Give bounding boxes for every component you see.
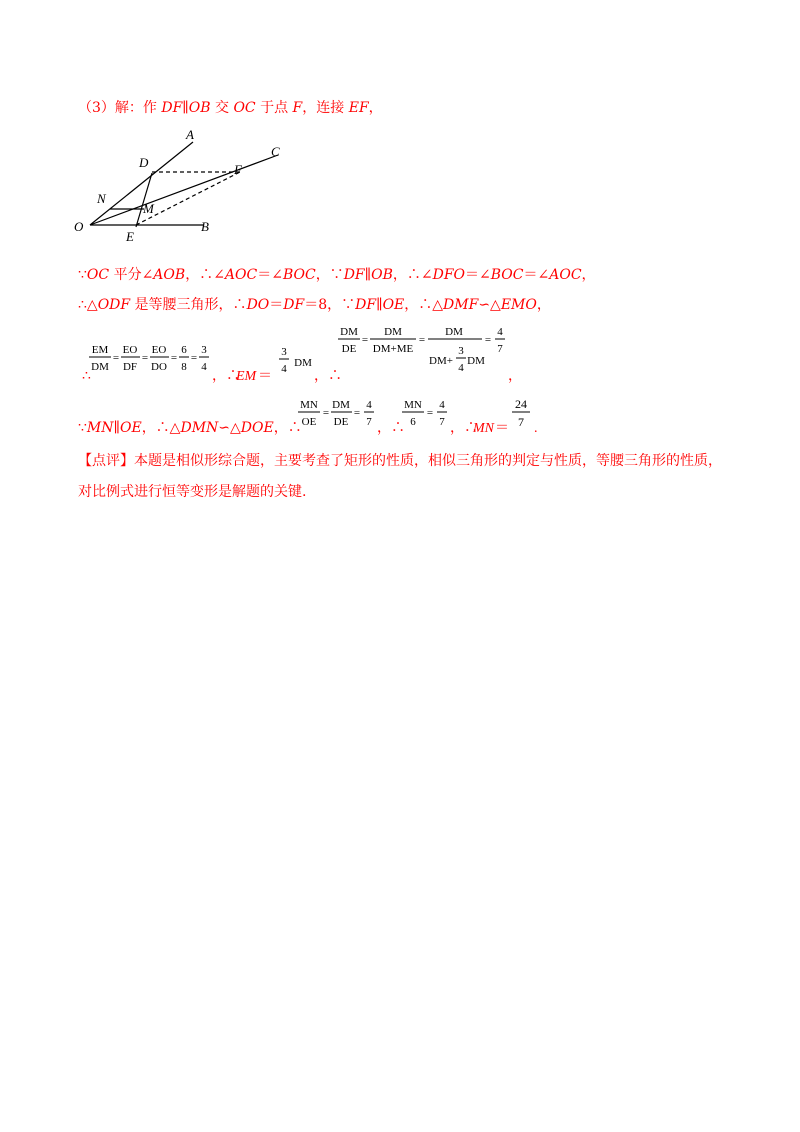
svg-text:=: =: [141, 352, 149, 364]
intro-t3: ，连接: [302, 100, 349, 116]
l3-g3-frac-den: 4: [458, 362, 464, 374]
l2-s3: 是等腰三角形，∴: [130, 297, 247, 313]
label-f: F: [234, 162, 242, 177]
comment-line-1: [78, 451, 722, 471]
l4-s8: ，∴: [273, 420, 302, 436]
l2-s9: ∥: [376, 297, 383, 313]
label-b: B: [201, 219, 209, 234]
l3-f1-num: EM: [91, 344, 109, 356]
l2-s14: EMO: [500, 297, 537, 313]
label-n: N: [97, 191, 106, 206]
l1-s10: ∥: [364, 267, 372, 283]
label-o: O: [74, 219, 84, 234]
l1-because: ∵: [78, 267, 87, 283]
l4-s2: ∥: [113, 420, 120, 436]
l1-s1: OC: [86, 267, 110, 283]
l4-h6-den: 7: [518, 415, 524, 429]
l1-s13: ∠DFO: [420, 267, 466, 283]
l4-h1-num: MN: [300, 399, 318, 411]
l4-s12: ＝: [495, 421, 509, 436]
l4-s6: ∽△: [218, 420, 241, 436]
l3-g2-den: DM+ME: [372, 343, 414, 355]
comment-line-2: [78, 482, 306, 502]
l1-s15: ∠BOC: [479, 267, 524, 283]
svg-text:=: =: [112, 352, 120, 364]
geometry-figure: [70, 125, 300, 245]
l2-s1: ∴△: [78, 297, 98, 313]
l3-g4-num: 4: [497, 326, 503, 338]
l4-s11: MN: [473, 421, 494, 436]
l3-eq: ＝: [258, 369, 272, 384]
l3-comma3: ，: [508, 369, 522, 384]
l4-h3-den: 7: [366, 416, 372, 428]
svg-text:=: =: [361, 334, 369, 346]
l3-comma1: ，∴: [212, 369, 240, 384]
svg-text:=: =: [190, 352, 198, 364]
l1-s17: ∠AOC: [537, 267, 582, 283]
l2-s2: ODF: [97, 297, 131, 313]
l3-g3-den-post: DM: [467, 355, 485, 367]
l2-s12: DMF: [443, 297, 479, 313]
proof-line-3: [70, 320, 530, 390]
intro-ef: EF: [348, 100, 369, 116]
intro-t4: ，: [368, 100, 383, 116]
intro-number: （3）解：作: [78, 100, 162, 116]
svg-text:=: =: [426, 407, 434, 419]
l1-s8: ，∵: [315, 267, 344, 283]
l4-s5: DMN: [180, 420, 219, 436]
svg-text:=: =: [418, 334, 426, 346]
l3-f3-num: EO: [151, 344, 167, 356]
l1-s6: ＝: [257, 267, 272, 283]
l3-comma2: ，∴: [314, 369, 342, 384]
l3-f2-den: DF: [122, 361, 138, 373]
ray-oc: [90, 155, 278, 225]
l4-s9: ，∴: [377, 421, 405, 436]
l3-g3-frac-num: 3: [458, 345, 464, 357]
l1-s9: DF: [343, 267, 365, 283]
l1-s3: ∠AOB: [141, 267, 186, 283]
proof-line-1: [78, 265, 596, 285]
comment-tag: 【点评】: [78, 453, 134, 469]
svg-text:=: =: [322, 407, 330, 419]
intro-df-ob: DF∥OB: [161, 100, 211, 116]
l2-s8: DF: [355, 297, 377, 313]
l2-s5: ＝: [269, 297, 284, 313]
l4-h6-num: 24: [515, 397, 527, 411]
l4-h3-num: 4: [366, 399, 372, 411]
l1-s16: ＝: [523, 267, 538, 283]
l3-f5-den: 4: [201, 361, 207, 373]
l3-f3-den: DO: [151, 361, 167, 373]
segment-ef: [136, 172, 240, 225]
label-c: C: [271, 144, 280, 159]
l4-h5-den: 7: [439, 416, 445, 428]
l1-s4: ，∴: [185, 267, 214, 283]
intro-t2: 于点: [255, 100, 293, 116]
l3-f2-num: EO: [122, 344, 138, 356]
svg-text:=: =: [170, 352, 178, 364]
l2-s6: DF: [283, 297, 305, 313]
l4-h4-den: 6: [410, 416, 416, 428]
intro-oc: OC: [233, 100, 256, 116]
proof-line-4-fractions: [295, 392, 555, 438]
l3-em: EM: [236, 369, 257, 384]
l2-s13: ∽△: [478, 297, 501, 313]
l4-s10: ，∴: [450, 421, 478, 436]
l4-h1-den: OE: [301, 416, 317, 428]
l2-s4: DO: [246, 297, 270, 313]
l3-f6-den: 4: [281, 363, 287, 375]
label-d: D: [139, 155, 149, 170]
label-a: A: [186, 127, 194, 142]
intro-line: [78, 98, 383, 118]
l3-f1-den: DM: [91, 361, 109, 373]
l4-h2-den: DE: [333, 416, 349, 428]
l4-s4: ，∴△: [141, 420, 181, 436]
l1-s7: ∠BOC: [271, 267, 316, 283]
l3-g2-num: DM: [384, 326, 402, 338]
l4-h5-num: 4: [439, 399, 445, 411]
l1-s18: ，: [581, 267, 596, 283]
l4-s1: MN: [86, 420, 114, 436]
l1-s12: ，∴: [392, 267, 421, 283]
intro-t1: 交: [210, 100, 234, 116]
l4-s3: OE: [119, 420, 142, 436]
proof-line-2: [78, 295, 551, 315]
l4-h2-num: DM: [332, 399, 350, 411]
l3-therefore: ∴: [82, 369, 91, 384]
svg-text:=: =: [353, 407, 361, 419]
l2-s10: OE: [382, 297, 405, 313]
label-e: E: [126, 229, 134, 244]
l4-because: ∵: [78, 420, 87, 436]
l4-s13: .: [534, 421, 538, 436]
l3-f6-num: 3: [281, 346, 287, 358]
l2-s7: ＝8，∵: [304, 297, 356, 313]
l1-s5: ∠AOC: [213, 267, 258, 283]
l3-f5-num: 3: [201, 344, 207, 356]
comment-text-2: 对比例式进行恒等变形是解题的关键.: [78, 484, 307, 500]
l3-f4-num: 6: [181, 344, 187, 356]
intro-f: F: [292, 100, 303, 116]
comment-text-1: 本题是相似形综合题，主要考查了矩形的性质，相似三角形的判定与性质，等腰三角形的性质，: [134, 453, 722, 469]
l1-s14: ＝: [465, 267, 480, 283]
svg-text:=: =: [484, 334, 492, 346]
l3-g1-num: DM: [340, 326, 358, 338]
label-m: M: [143, 201, 154, 216]
l2-s15: ，: [536, 297, 551, 313]
l4-h4-num: MN: [404, 399, 422, 411]
proof-line-4-text: [78, 418, 302, 438]
l3-dm: DM: [294, 357, 312, 369]
l3-g3-num: DM: [445, 326, 463, 338]
l3-g3-den-pre: DM+: [429, 355, 453, 367]
l3-g1-den: DE: [341, 343, 357, 355]
l1-s11: OB: [371, 267, 393, 283]
l4-s7: DOE: [240, 420, 274, 436]
l3-f4-den: 8: [181, 361, 187, 373]
l2-s11: ，∴△: [404, 297, 444, 313]
l3-g4-den: 7: [497, 343, 503, 355]
l1-s2: 平分: [109, 267, 142, 283]
